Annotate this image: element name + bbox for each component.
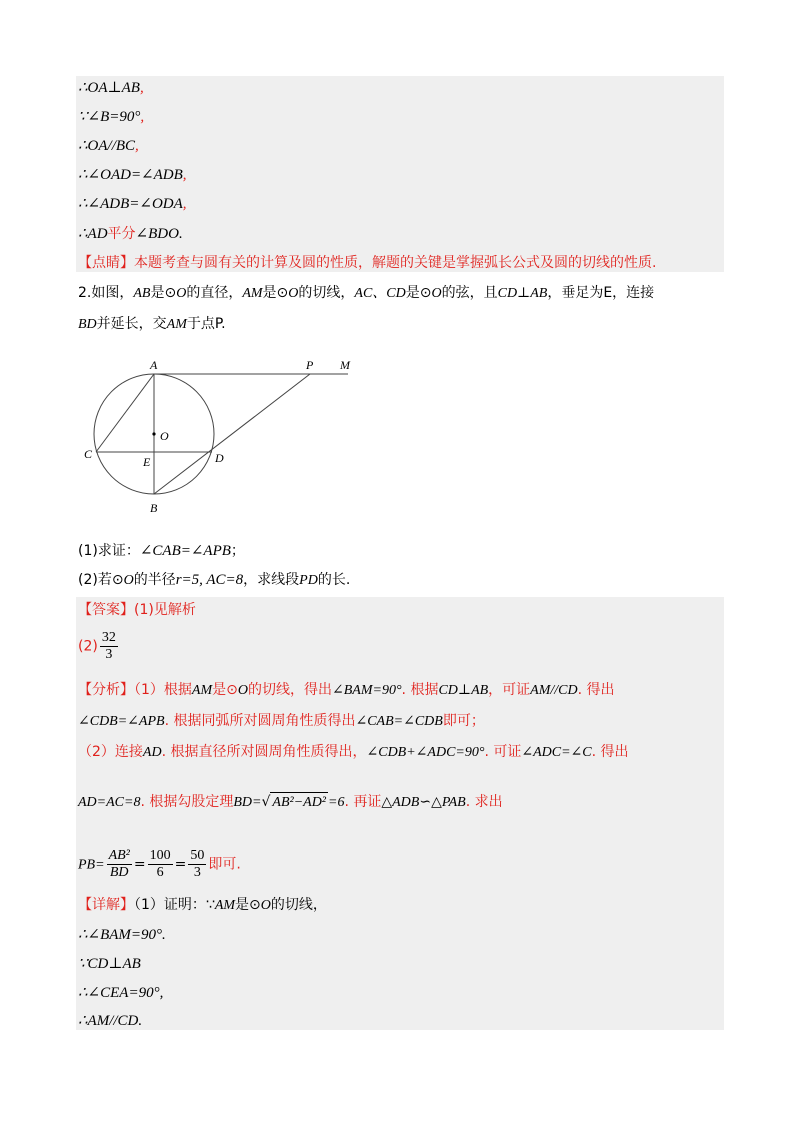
prev-line-6: ∴AD平分∠BDO. bbox=[78, 226, 183, 242]
analysis-line-3: （2）连接AD. 根据直径所对圆周角性质得出，∠CDB+∠ADC=90°. 可证∠ADC=∠C. 得出 bbox=[78, 744, 629, 760]
label-e: E bbox=[143, 455, 151, 469]
prev-line-5: ∴∠ADB=∠ODA, bbox=[78, 196, 187, 212]
problem-line-1: 2.如图，AB是⊙O的直径，AM是⊙O的切线，AC、CD是⊙O的弦，且CD⊥AB，垂足为E，连接 bbox=[78, 285, 655, 301]
label-m: M bbox=[340, 358, 350, 372]
prev-line-2: ∵∠B=90°, bbox=[78, 109, 145, 125]
analysis-line-1: 【分析】（1）根据AM是⊙O的切线，得出∠BAM=90°. 根据CD⊥AB，可证AM//CD. 得出 bbox=[78, 682, 615, 698]
answer-line-2: (2) $\frac{32}{3}$ bbox=[78, 630, 116, 662]
question-1: (1)求证：∠CAB=∠APB； bbox=[78, 543, 245, 559]
label-p: P bbox=[306, 358, 314, 372]
solution-box bbox=[76, 597, 724, 1030]
analysis-line-2: ∠CDB=∠APB. 根据同弧所对圆周角性质得出∠CAB=∠CDB即可； bbox=[78, 713, 485, 729]
detail-tag: 【详解】 bbox=[78, 897, 134, 913]
comment-line bbox=[78, 253, 656, 273]
geometry-figure bbox=[80, 352, 370, 522]
label-a: A bbox=[150, 358, 158, 372]
prev-line-1: ∴OA⊥AB, bbox=[78, 80, 144, 96]
detail-line-5: ∴AM//CD. bbox=[78, 1013, 143, 1029]
comment-tag: 【点睛】 bbox=[78, 255, 134, 271]
label-b: B bbox=[150, 501, 158, 515]
analysis-tag: 【分析】 bbox=[78, 682, 134, 698]
comment-text: 本题考查与圆有关的计算及圆的性质，解题的关键是掌握弧长公式及圆的切线的性质. bbox=[134, 255, 657, 271]
center-dot bbox=[152, 432, 155, 435]
analysis-line-5: PB= $\frac{\text{AB²}}{BD}$ = $\frac{100}{6}$ = $\frac{50}{3}$ 即可. bbox=[78, 848, 241, 880]
prev-line-4: ∴∠OAD=∠ADB, bbox=[78, 167, 187, 183]
analysis-line-4: AD=AC=8. 根据勾股定理BD=√ AB²−AD² =6. 再证△ADB∽△PAB. 求出 bbox=[78, 792, 503, 813]
label-d: D bbox=[215, 451, 224, 465]
label-o: O bbox=[160, 429, 169, 443]
chord-ac bbox=[96, 374, 154, 452]
detail-line-4: ∴∠CEA=90°, bbox=[78, 985, 164, 1001]
detail-line-3: ∵CD⊥AB bbox=[78, 956, 141, 972]
answer-line-1: 【答案】(1)见解析 bbox=[78, 602, 196, 618]
detail-line-2: ∴∠BAM=90°. bbox=[78, 927, 166, 943]
problem-line-2: BD并延长，交AM于点P. bbox=[78, 316, 226, 332]
label-c: C bbox=[84, 447, 93, 461]
question-2: (2)若⊙O的半径r=5, AC=8，求线段PD的长. bbox=[78, 572, 351, 588]
detail-line-1: 【详解】（1）证明：∵AM是⊙O的切线， bbox=[78, 897, 327, 913]
line-bp bbox=[154, 374, 310, 494]
prev-line-3: ∴OA//BC, bbox=[78, 138, 139, 154]
answer-tag: 【答案】 bbox=[78, 602, 134, 618]
